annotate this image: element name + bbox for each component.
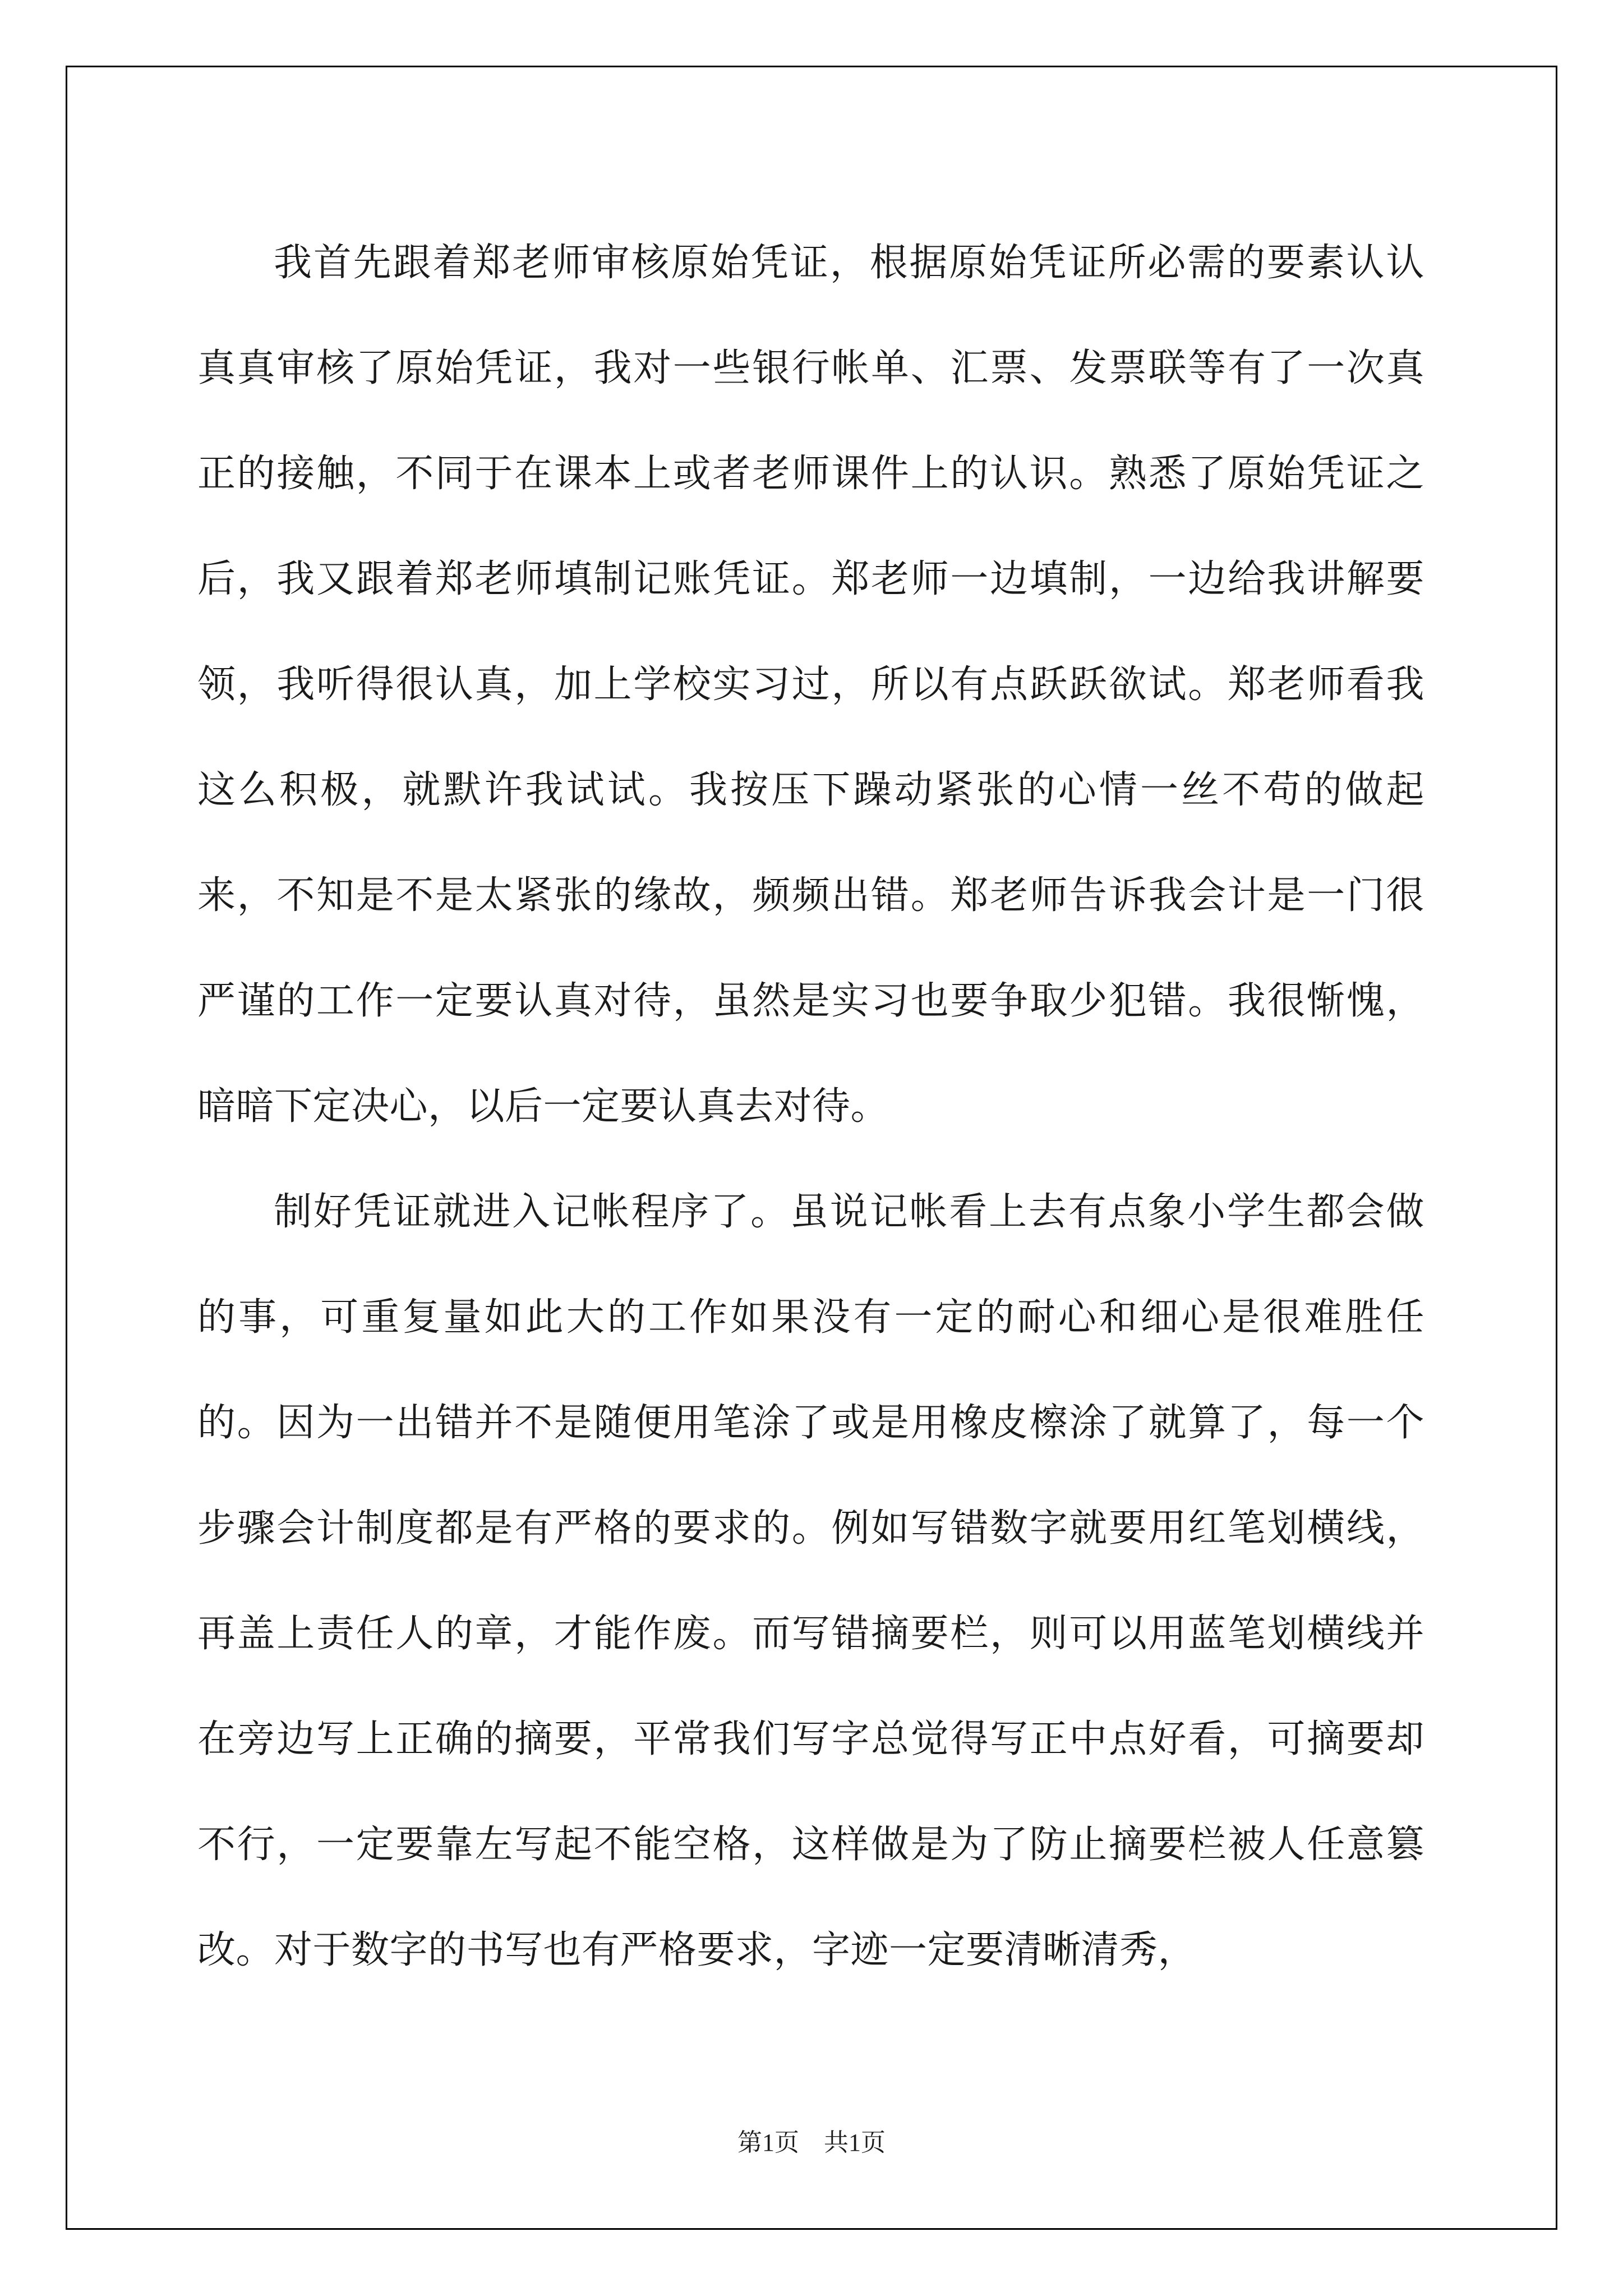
page-number-current: 第1页	[737, 2129, 799, 2156]
page-footer	[0, 2127, 1623, 2159]
document-body	[197, 210, 1424, 2003]
page-number-total: 共1页	[824, 2129, 886, 2156]
paragraph-2: 制好凭证就进入记帐程序了。虽说记帐看上去有点象小学生都会做的事，可重复量如此大的工作如果没有一定的耐心和细心是很难胜任的。因为一出错并不是随便用笔涂了或是用橡皮檫涂了就算了，每一个步骤会计制度都是有严格的要求的。例如写错数字就要用红笔划横线，再盖上责任人的章，才能作废。而写错摘要栏，则可以用蓝笔划横线并在旁边写上正确的摘要，平常我们写字总觉得写正中点好看，可摘要却不行，一定要靠左写起不能空格，这样做是为了防止摘要栏被人任意篡改。对于数字的书写也有严格要求，字迹一定要清晰清秀，	[197, 1190, 1424, 1972]
paragraph-1: 我首先跟着郑老师审核原始凭证，根据原始凭证所必需的要素认认真真审核了原始凭证，我对一些银行帐单、汇票、发票联等有了一次真正的接触，不同于在课本上或者老师课件上的认识。熟悉了原始凭证之后，我又跟着郑老师填制记账凭证。郑老师一边填制，一边给我讲解要领，我听得很认真，加上学校实习过，所以有点跃跃欲试。郑老师看我这么积极，就默许我试试。我按压下躁动紧张的心情一丝不苟的做起来，不知是不是太紧张的缘故，频频出错。郑老师告诉我会计是一门很严谨的工作一定要认真对待，虽然是实习也要争取少犯错。我很惭愧，暗暗下定决心，以后一定要认真去对待。	[197, 241, 1424, 1129]
